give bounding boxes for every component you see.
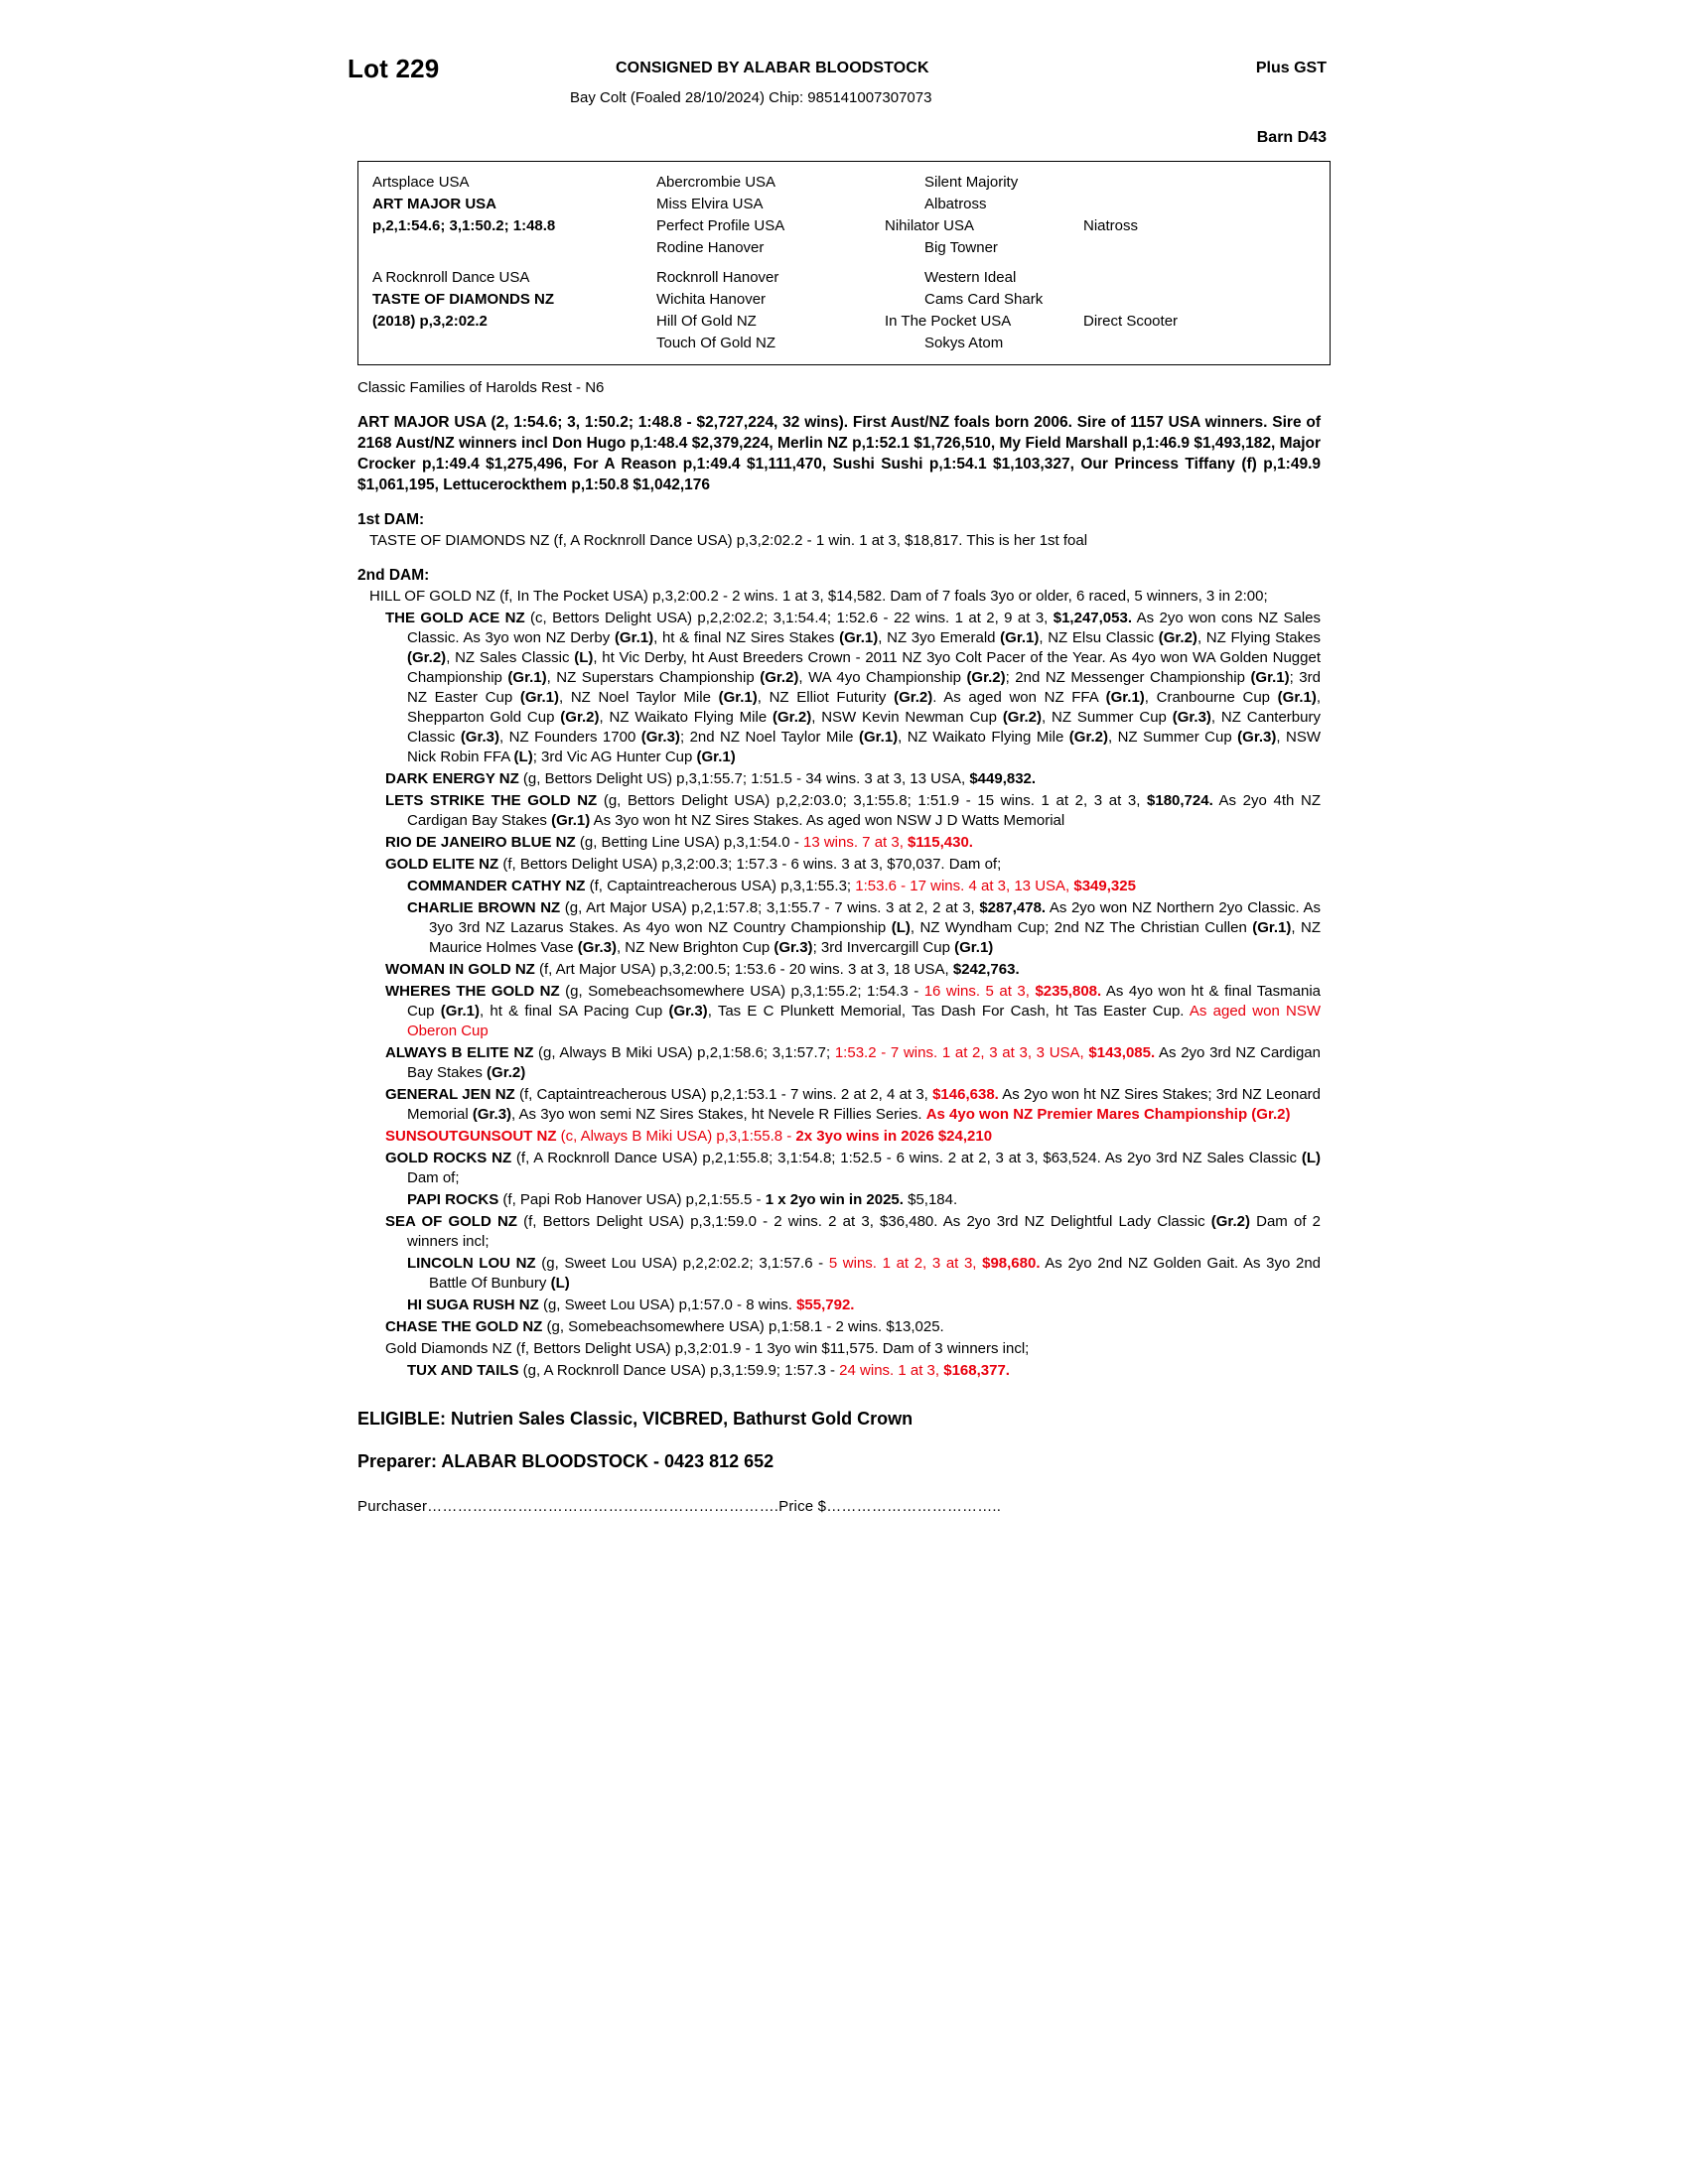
pedigree-gp-cell: Rodine Hanover [656, 239, 765, 256]
progeny-item: GOLD ROCKS NZ (f, A Rocknroll Dance USA) p,2,1:55.8; 3,1:54.8; 1:52.5 - 6 wins. 2 at 2, 3 at 3, $63,524. As 2yo 3rd NZ Sales Classic (L) Dam of; [385, 1150, 1321, 1186]
progeny-item: GOLD ELITE NZ (f, Bettors Delight USA) p,3,2:00.3; 1:57.3 - 6 wins. 3 at 3, $70,037. Dam of; [385, 856, 1002, 873]
foaling-details: Bay Colt (Foaled 28/10/2024) Chip: 985141007307073 [570, 89, 932, 106]
progeny-item: CHASE THE GOLD NZ (g, Somebeachsomewhere USA) p,1:58.1 - 2 wins. $13,025. [385, 1318, 944, 1335]
pedigree-row [358, 311, 1330, 333]
progeny-item: ALWAYS B ELITE NZ (g, Always B Miki USA) p,2,1:58.6; 3,1:57.7; 1:53.2 - 7 wins. 1 at 2, 3 at 3, 3 USA, $143,085. As 2yo 3rd NZ Cardigan Bay Stakes (Gr.2) [385, 1044, 1321, 1081]
barn-label: Barn D43 [1256, 129, 1327, 146]
pedigree-row [358, 267, 1330, 289]
pedigree-gp-cell: Nihilator USA [885, 217, 975, 234]
consignor-line: CONSIGNED BY ALABAR BLOODSTOCK [616, 60, 929, 76]
dam-name: TASTE OF DIAMONDS NZ [372, 291, 555, 308]
progeny-item: WHERES THE GOLD NZ (g, Somebeachsomewhere USA) p,3,1:55.2; 1:54.3 - 16 wins. 5 at 3, $235,808. As 4yo won ht & final Tasmania Cup (Gr.1), ht & final SA Pacing Cup (Gr.3), Tas E C Plunkett Memorial, Tas Dash For Cash, ht Tas Easter Cup. As aged won NSW Oberon Cup [385, 983, 1322, 1039]
pedigree-row [358, 194, 1330, 215]
pedigree-row [358, 289, 1330, 311]
sire-dam-name: Perfect Profile USA [656, 217, 785, 234]
progeny-item: SEA OF GOLD NZ (f, Bettors Delight USA) p,3,1:59.0 - 2 wins. 2 at 3, $36,480. As 2yo 3rd NZ Delightful Lady Classic (Gr.2) Dam of 2 winners incl; [385, 1213, 1321, 1250]
pedigree-ggp-cell: Western Ideal [924, 269, 1017, 286]
lot-number: Lot 229 [348, 54, 440, 83]
second-dam-heading: 2nd DAM: [357, 567, 430, 584]
eligible-line: ELIGIBLE: Nutrien Sales Classic, VICBRED, Bathurst Gold Crown [357, 1409, 914, 1429]
progeny-item: GENERAL JEN NZ (f, Captaintreacherous USA) p,2,1:53.1 - 7 wins. 2 at 2, 4 at 3, $146,638. As 2yo won ht NZ Sires Stakes; 3rd NZ Leonard Memorial (Gr.3), As 3yo won semi NZ Sires Stakes, ht Nevele R Fillies Series. As 4yo won NZ Premier Mares Championship (Gr.2) [385, 1086, 1322, 1123]
pedigree-ggp-cell: Direct Scooter [1083, 313, 1179, 330]
progeny-item: LETS STRIKE THE GOLD NZ (g, Bettors Delight USA) p,2,2:03.0; 3,1:55.8; 1:51.9 - 15 wins. 1 at 2, 3 at 3, $180,724. As 2yo 4th NZ Cardigan Bay Stakes (Gr.1) As 3yo won ht NZ Sires Stakes. As aged won NSW J D Watts Memorial [385, 792, 1321, 829]
pedigree-gp-cell: Touch Of Gold NZ [656, 335, 776, 351]
progeny-item: Gold Diamonds NZ (f, Bettors Delight USA) p,3,2:01.9 - 1 3yo win $11,575. Dam of 3 winners incl; [385, 1340, 1030, 1357]
progeny-item: WOMAN IN GOLD NZ (f, Art Major USA) p,3,2:00.5; 1:53.6 - 20 wins. 3 at 3, 18 USA, $242,763. [385, 961, 1020, 978]
purchaser-line: Purchaser…………………………………………………………….Price $…………………………….. [357, 1498, 1002, 1515]
first-dam-heading: 1st DAM: [357, 511, 425, 528]
pedigree-ggp-cell: Albatross [924, 196, 987, 212]
second-dam-text: HILL OF GOLD NZ (f, In The Pocket USA) p,3,2:00.2 - 2 wins. 1 at 3, $14,582. Dam of 7 foals 3yo or older, 6 raced, 5 winners, 3 in 2:00; [369, 588, 1268, 605]
progeny-item: CHARLIE BROWN NZ (g, Art Major USA) p,2,1:57.8; 3,1:55.7 - 7 wins. 3 at 2, 2 at 3, $287,478. As 2yo won NZ Northern 2yo Classic. As 3yo 3rd NZ Lazarus Stakes. As 4yo won NZ Country Championship (L), NZ Wyndham Cup; 2nd NZ The Christian Cullen (Gr.1), NZ Maurice Holmes Vase (Gr.3), NZ New Brighton Cup (Gr.3); 3rd Invercargill Cup (Gr.1) [407, 899, 1321, 956]
dam-dam-name: Hill Of Gold NZ [656, 313, 757, 330]
progeny-item: THE GOLD ACE NZ (c, Bettors Delight USA) p,2,2:02.2; 3,1:54.4; 1:52.6 - 22 wins. 1 at 2, 9 at 3, $1,247,053. As 2yo won cons NZ Sales Classic. As 3yo won NZ Derby (Gr.1), ht & final NZ Sires Stakes (Gr.1), NZ 3yo Emerald (Gr.1), NZ Elsu Classic (Gr.2), NZ Flying Stakes (Gr.2), NZ Sales Classic (L), ht Vic Derby, ht Aust Breeders Crown - 2011 NZ 3yo Colt Pacer of the Year. As 4yo won WA Golden Nugget Championship (Gr.1), NZ Superstars Championship (Gr.2), WA 4yo Championship (Gr.2); 2nd NZ Messenger Championship (Gr.1); 3rd NZ Easter Cup (Gr.1), NZ Noel Taylor Mile (Gr.1), NZ Elliot Futurity (Gr.2). As aged won NZ FFA (Gr.1), Cranbourne Cup (Gr.1), Shepparton Gold Cup (Gr.2), NZ Waikato Flying Mile (Gr.2), NSW Kevin Newman Cup (Gr.2), NZ Summer Cup (Gr.3), NZ Canterbury Classic (Gr.3), NZ Founders 1700 (Gr.3); 2nd NZ Noel Taylor Mile (Gr.1), NZ Waikato Flying Mile (Gr.2), NZ Summer Cup (Gr.3), NSW Nick Robin FFA (L); 3rd Vic AG Hunter Cup (Gr.1) [385, 610, 1322, 765]
progeny-item: DARK ENERGY NZ (g, Bettors Delight US) p,3,1:55.7; 1:51.5 - 34 wins. 3 at 3, 13 USA, $449,832. [385, 770, 1037, 787]
pedigree-ggp-cell: Big Towner [924, 239, 998, 256]
preparer-line: Preparer: ALABAR BLOODSTOCK - 0423 812 652 [357, 1451, 774, 1471]
sire-sire-name: Artsplace USA [372, 174, 470, 191]
progeny-item: PAPI ROCKS (f, Papi Rob Hanover USA) p,2,1:55.5 - 1 x 2yo win in 2025. $5,184. [407, 1191, 958, 1208]
sire-summary-paragraph: ART MAJOR USA (2, 1:54.6; 3, 1:50.2; 1:48.8 - $2,727,224, 32 wins). First Aust/NZ foals born 2006. Sire of 1157 USA winners. Sire of 2168 Aust/NZ winners incl Don Hugo p,1:48.4 $2,379,224, Merlin NZ p,1:52.1 $1,726,510, My Field Marshall p,1:46.9 $1,493,182, Major Crocker p,1:49.4 $1,275,496, For A Reason p,1:49.4 $1,111,470, Sushi Sushi p,1:54.1 $1,103,327, Our Princess Tiffany (f) p,1:49.9 $1,061,195, Lettucerockthem p,1:50.8 $1,042,176 [357, 414, 1321, 493]
pedigree-gp-cell: Miss Elvira USA [656, 196, 764, 212]
dam-record: (2018) p,3,2:02.2 [372, 313, 488, 330]
progeny-item: COMMANDER CATHY NZ (f, Captaintreacherous USA) p,3,1:55.3; 1:53.6 - 17 wins. 4 at 3, 13 USA, $349,325 [407, 878, 1136, 894]
dam-sire-name: A Rocknroll Dance USA [372, 269, 530, 286]
pedigree-sire-cell [358, 172, 656, 194]
pedigree-row [358, 333, 1330, 354]
sire-record: p,2,1:54.6; 3,1:50.2; 1:48.8 [372, 217, 556, 234]
progeny-item: SUNSOUTGUNSOUT NZ (c, Always B Miki USA) p,3,1:55.8 - 2x 3yo wins in 2026 $24,210 [385, 1128, 993, 1145]
sire-name: ART MAJOR USA [372, 196, 497, 212]
first-dam-text: TASTE OF DIAMONDS NZ (f, A Rocknroll Dance USA) p,3,2:02.2 - 1 win. 1 at 3, $18,817. This is her 1st foal [369, 532, 1088, 549]
pedigree-gp-cell: Rocknroll Hanover [656, 269, 779, 286]
progeny-item: TUX AND TAILS (g, A Rocknroll Dance USA) p,3,1:59.9; 1:57.3 - 24 wins. 1 at 3, $168,377. [407, 1362, 1010, 1379]
pedigree-spacer [358, 237, 656, 259]
progeny-item: HI SUGA RUSH NZ (g, Sweet Lou USA) p,1:57.0 - 8 wins. $55,792. [407, 1297, 855, 1313]
pedigree-ggp-cell: Silent Majority [924, 174, 1019, 191]
classic-families-line: Classic Families of Harolds Rest - N6 [357, 379, 605, 396]
pedigree-ggp-cell: Sokys Atom [924, 335, 1004, 351]
pedigree-row [358, 237, 1330, 259]
pedigree-spacer [358, 333, 656, 354]
plus-gst-label: Plus GST [1255, 60, 1327, 76]
progeny-item: LINCOLN LOU NZ (g, Sweet Lou USA) p,2,2:02.2; 3,1:57.6 - 5 wins. 1 at 2, 3 at 3, $98,680. As 2yo 2nd NZ Golden Gait. As 3yo 2nd Battle Of Bunbury (L) [407, 1255, 1322, 1292]
pedigree-gp-cell: In The Pocket USA [885, 313, 1012, 330]
pedigree-row [358, 172, 1330, 194]
pedigree-gp-cell: Abercrombie USA [656, 174, 776, 191]
pedigree-gp-cell: Wichita Hanover [656, 291, 767, 308]
pedigree-row [358, 215, 1330, 237]
pedigree-ggp-cell: Niatross [1083, 217, 1139, 234]
pedigree-ggp-cell: Cams Card Shark [924, 291, 1044, 308]
page-header [348, 48, 1340, 146]
pedigree-table [357, 161, 1331, 365]
progeny-item: RIO DE JANEIRO BLUE NZ (g, Betting Line USA) p,3,1:54.0 - 13 wins. 7 at 3, $115,430. [385, 834, 973, 851]
